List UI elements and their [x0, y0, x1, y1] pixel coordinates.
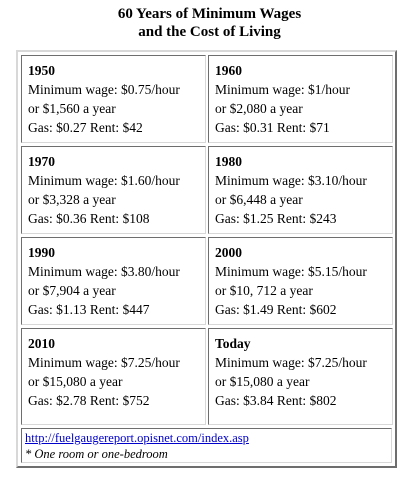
cell-annual: or $15,080 a year — [28, 374, 123, 389]
table-cell-1980 — [208, 146, 393, 234]
cell-year: 2010 — [28, 336, 55, 351]
cell-annual: or $1,560 a year — [28, 101, 116, 116]
cell-year: 2000 — [215, 245, 242, 260]
cell-wage: Minimum wage: $0.75/hour — [28, 82, 180, 97]
footnote: * One room or one-bedroom — [25, 447, 168, 461]
cell-year: Today — [215, 336, 251, 351]
cell-costs: Gas: $0.31 Rent: $71 — [215, 120, 330, 135]
cell-wage: Minimum wage: $7.25/hour — [215, 355, 367, 370]
cell-wage: Minimum wage: $3.80/hour — [28, 264, 180, 279]
cell-year: 1990 — [28, 245, 55, 260]
table-cell-1960 — [208, 55, 393, 143]
cell-costs: Gas: $0.27 Rent: $42 — [28, 120, 143, 135]
title-line-2: and the Cost of Living — [138, 24, 281, 40]
cell-annual: or $15,080 a year — [215, 374, 310, 389]
cell-wage: Minimum wage: $1/hour — [215, 82, 350, 97]
cell-costs: Gas: $0.36 Rent: $108 — [28, 211, 150, 226]
table-cell-1950 — [21, 55, 206, 143]
cell-annual: or $3,328 a year — [28, 192, 116, 207]
data-table — [16, 50, 397, 468]
table-cell-2000 — [208, 237, 393, 325]
page-title — [0, 5, 419, 41]
cell-costs: Gas: $1.25 Rent: $243 — [215, 211, 337, 226]
cell-costs: Gas: $3.84 Rent: $802 — [215, 393, 337, 408]
table-cell-2010 — [21, 328, 206, 425]
table-cell-today — [208, 328, 393, 425]
cell-costs: Gas: $2.78 Rent: $752 — [28, 393, 150, 408]
cell-annual: or $7,904 a year — [28, 283, 116, 298]
title-line-1: 60 Years of Minimum Wages — [117, 6, 302, 22]
cell-year: 1960 — [215, 63, 242, 78]
cell-costs: Gas: $1.49 Rent: $602 — [215, 302, 337, 317]
table-footer — [21, 428, 392, 463]
cell-costs: Gas: $1.13 Rent: $447 — [28, 302, 150, 317]
cell-annual: or $2,080 a year — [215, 101, 303, 116]
cell-wage: Minimum wage: $7.25/hour — [28, 355, 180, 370]
cell-wage: Minimum wage: $5.15/hour — [215, 264, 367, 279]
source-link[interactable]: http://fuelgaugereport.opisnet.com/index.asp — [25, 431, 249, 445]
cell-wage: Minimum wage: $1.60/hour — [28, 173, 180, 188]
cell-annual: or $10, 712 a year — [215, 283, 313, 298]
cell-annual: or $6,448 a year — [215, 192, 303, 207]
cell-year: 1980 — [215, 154, 242, 169]
table-cell-1990 — [21, 237, 206, 325]
cell-wage: Minimum wage: $3.10/hour — [215, 173, 367, 188]
table-cell-1970 — [21, 146, 206, 234]
cell-year: 1970 — [28, 154, 55, 169]
cell-year: 1950 — [28, 63, 55, 78]
